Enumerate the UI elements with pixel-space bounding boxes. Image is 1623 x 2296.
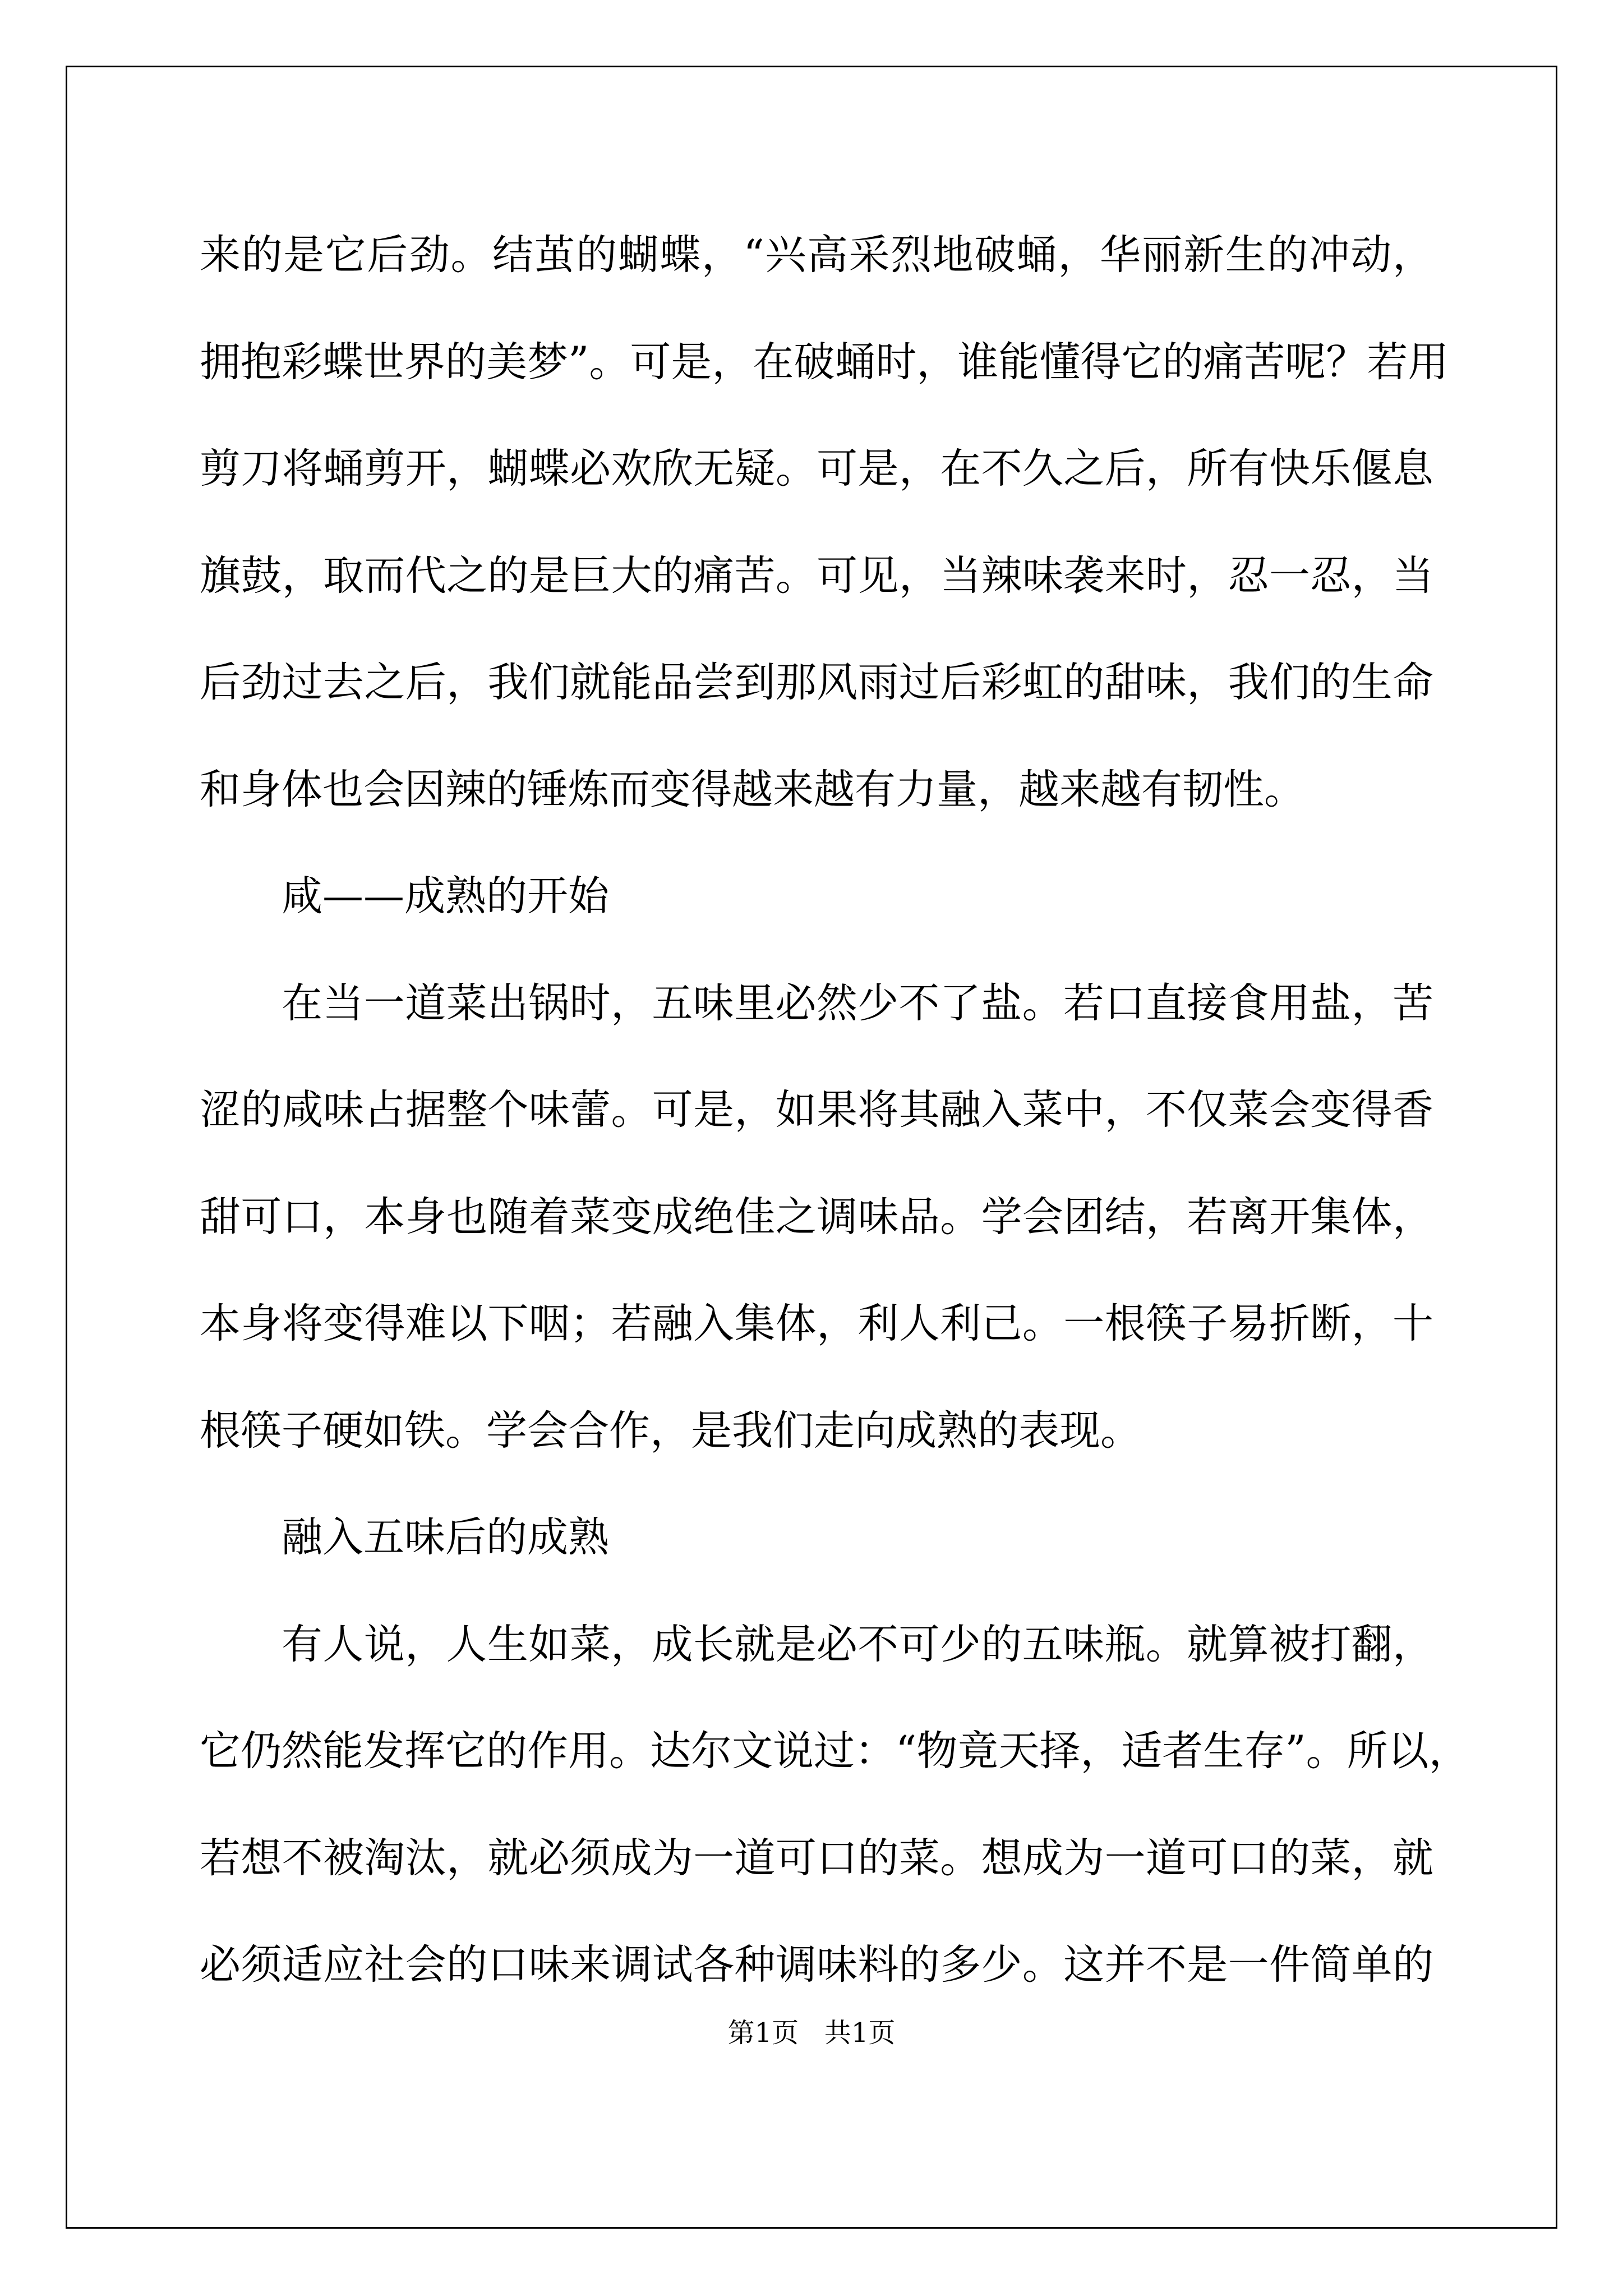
section-heading: 融入五味后的成熟: [282, 1513, 609, 1561]
text-line: 和身体也会因辣的锤炼而变得越来越有力量，越来越有韧性。: [200, 765, 1305, 813]
text-line: 甜可口，本身也随着菜变成绝佳之调味品。学会团结，若离开集体，: [200, 1193, 1433, 1241]
text-line: 旗鼓，取而代之的是巨大的痛苦。可见，当辣味袭来时，忍一忍，当: [200, 551, 1433, 600]
section-heading: 咸——成熟的开始: [282, 872, 609, 920]
text-line: 必须适应社会的口味来调试各种调味料的多少。这并不是一件简单的: [200, 1941, 1433, 1989]
text-line: 剪刀将蛹剪开，蝴蝶必欢欣无疑。可是，在不久之后，所有快乐偃息: [200, 445, 1433, 493]
text-line: 本身将变得难以下咽；若融入集体，利人利己。一根筷子易折断，十: [200, 1300, 1433, 1347]
text-line: 来的是它后劲。结茧的蝴蝶，“兴高采烈地破蛹，华丽新生的冲动，: [200, 231, 1433, 279]
text-line: 后劲过去之后，我们就能品尝到那风雨过后彩虹的甜味，我们的生命: [200, 659, 1433, 706]
text-line: 根筷子硬如铁。学会合作，是我们走向成熟的表现。: [200, 1406, 1141, 1455]
text-line: 拥抱彩蝶世界的美梦”。可是，在破蛹时，谁能懂得它的痛苦呢？若用: [200, 338, 1449, 386]
text-line: 若想不被淘汰，就必须成为一道可口的菜。想成为一道可口的菜，就: [200, 1834, 1433, 1882]
text-line: 涩的咸味占据整个味蕾。可是，如果将其融入菜中，不仅菜会变得香: [200, 1086, 1433, 1134]
document-body: [200, 202, 1470, 2019]
text-line: 在当一道菜出锅时，五味里必然少不了盐。若口直接食用盐，苦: [282, 979, 1433, 1027]
text-line: 它仍然能发挥它的作用。达尔文说过：“物竟天择，适者生存”。所以，: [200, 1727, 1470, 1775]
page-footer: 第1页 共1页: [727, 2017, 896, 2049]
text-line: 有人说，人生如菜，成长就是必不可少的五味瓶。就算被打翻，: [282, 1620, 1433, 1668]
